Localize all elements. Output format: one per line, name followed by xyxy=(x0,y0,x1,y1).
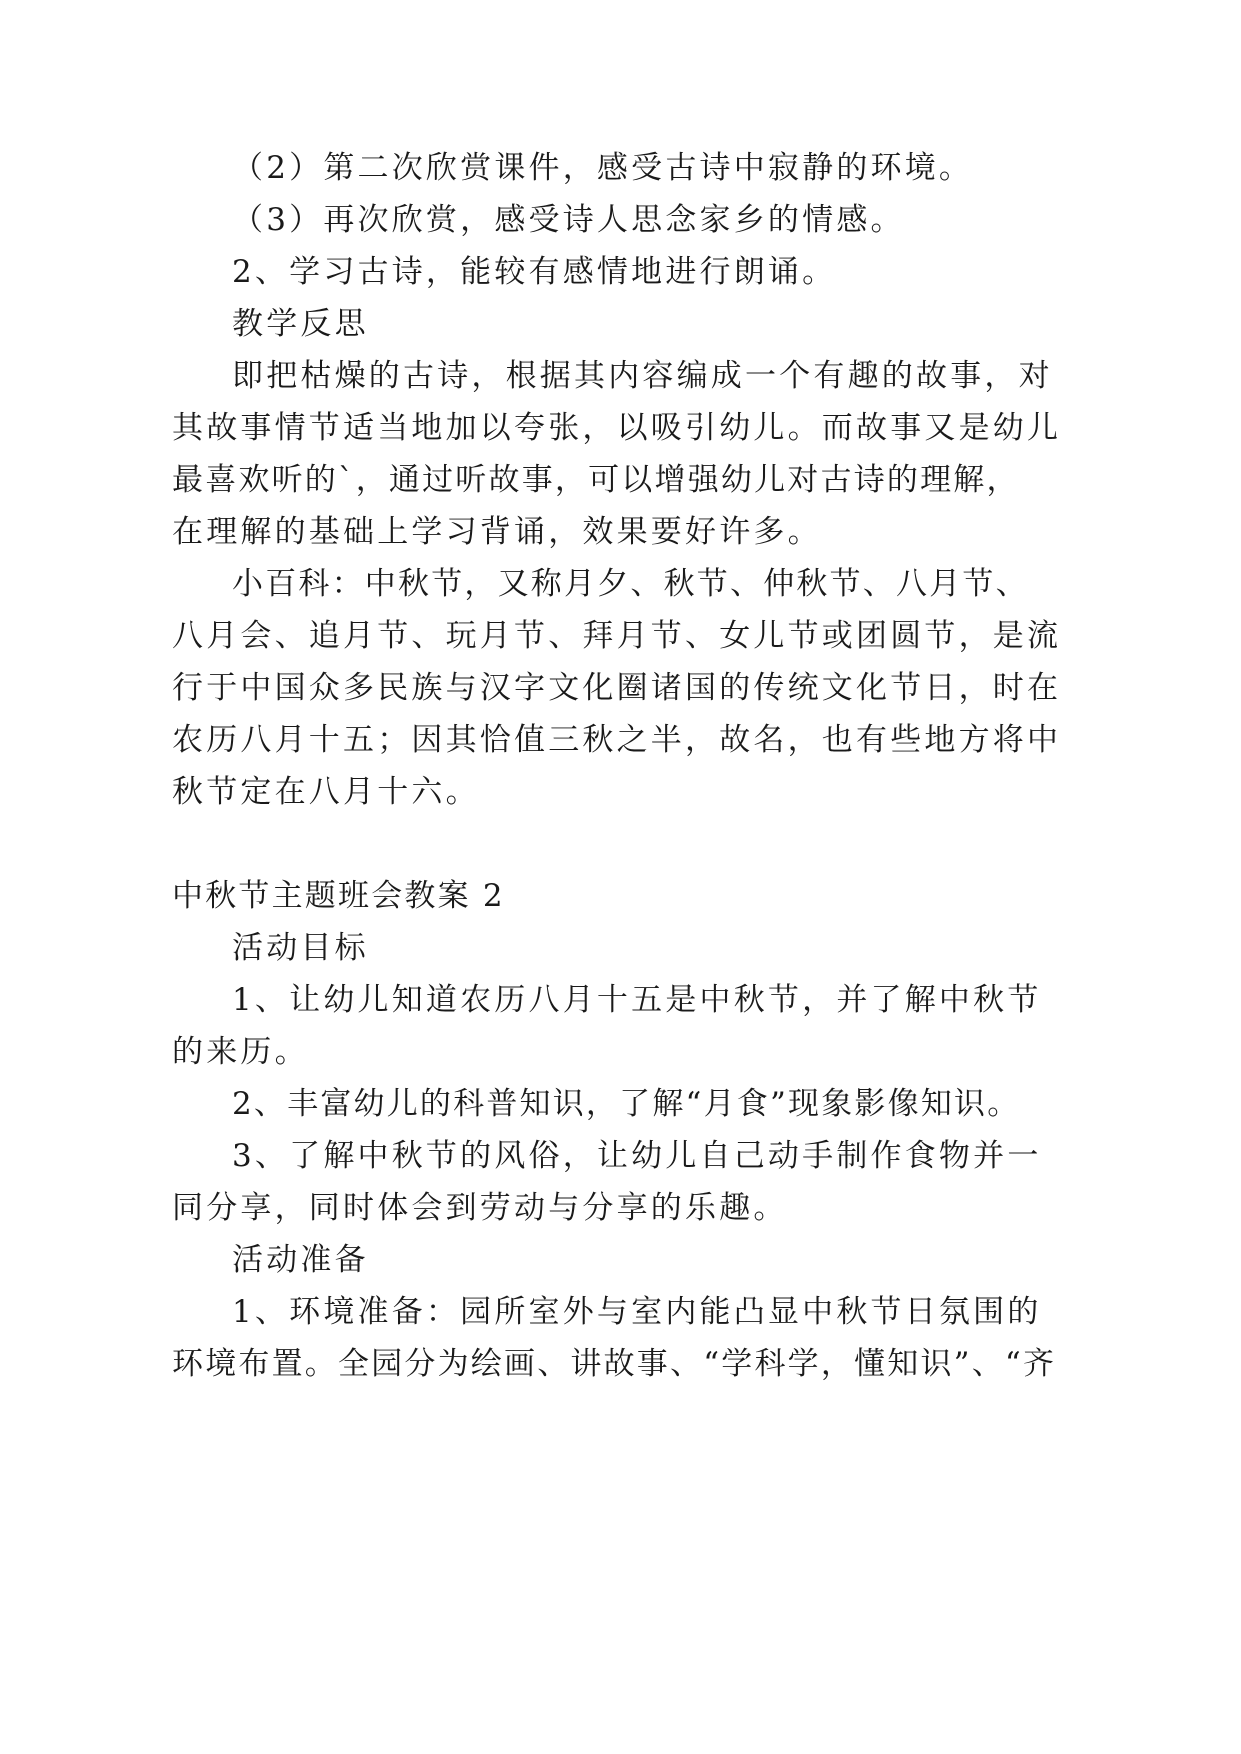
paragraph-line: 在理解的基础上学习背诵，效果要好许多。 xyxy=(172,514,822,550)
document-title: 中秋节主题班会教案 2 xyxy=(172,878,505,914)
paragraph-line: 的来历。 xyxy=(172,1034,309,1070)
paragraph-line: 3、了解中秋节的风俗，让幼儿自己动手制作食物并一 xyxy=(232,1138,1042,1174)
paragraph-line: 行于中国众多民族与汉字文化圈诸国的传统文化节日，时在 xyxy=(172,670,1062,706)
paragraph-line: 小百科：中秋节，又称月夕、秋节、仲秋节、八月节、 xyxy=(232,566,1029,602)
paragraph-line: 秋节定在八月十六。 xyxy=(172,774,480,810)
paragraph-line: 环境布置。全园分为绘画、讲故事、“学科学，懂知识”、“齐 xyxy=(172,1346,1057,1382)
paragraph-line: 最喜欢听的`，通过听故事，可以增强幼儿对古诗的理解， xyxy=(172,462,1020,498)
paragraph-line: （3）再次欣赏，感受诗人思念家乡的情感。 xyxy=(232,202,905,238)
paragraph-line: 其故事情节适当地加以夸张，以吸引幼儿。而故事又是幼儿 xyxy=(172,410,1062,446)
paragraph-line: 2、丰富幼儿的科普知识，了解“月食”现象影像知识。 xyxy=(232,1086,1021,1122)
section-heading: 活动目标 xyxy=(232,930,369,966)
paragraph-line: 农历八月十五；因其恰值三秋之半，故名，也有些地方将中 xyxy=(172,722,1062,758)
paragraph-line: 1、让幼儿知道农历八月十五是中秋节，并了解中秋节 xyxy=(232,982,1042,1018)
paragraph-line: 2、学习古诗，能较有感情地进行朗诵。 xyxy=(232,254,837,290)
paragraph-line: （2）第二次欣赏课件，感受古诗中寂静的环境。 xyxy=(232,150,974,186)
paragraph-line: 1、环境准备：园所室外与室内能凸显中秋节日氛围的 xyxy=(232,1294,1042,1330)
paragraph-line: 同分享，同时体会到劳动与分享的乐趣。 xyxy=(172,1190,788,1226)
paragraph-line: 八月会、追月节、玩月节、拜月节、女儿节或团圆节，是流 xyxy=(172,618,1062,654)
section-heading: 教学反思 xyxy=(232,306,369,342)
section-heading: 活动准备 xyxy=(232,1242,369,1278)
paragraph-line: 即把枯燥的古诗，根据其内容编成一个有趣的故事，对 xyxy=(232,358,1053,394)
